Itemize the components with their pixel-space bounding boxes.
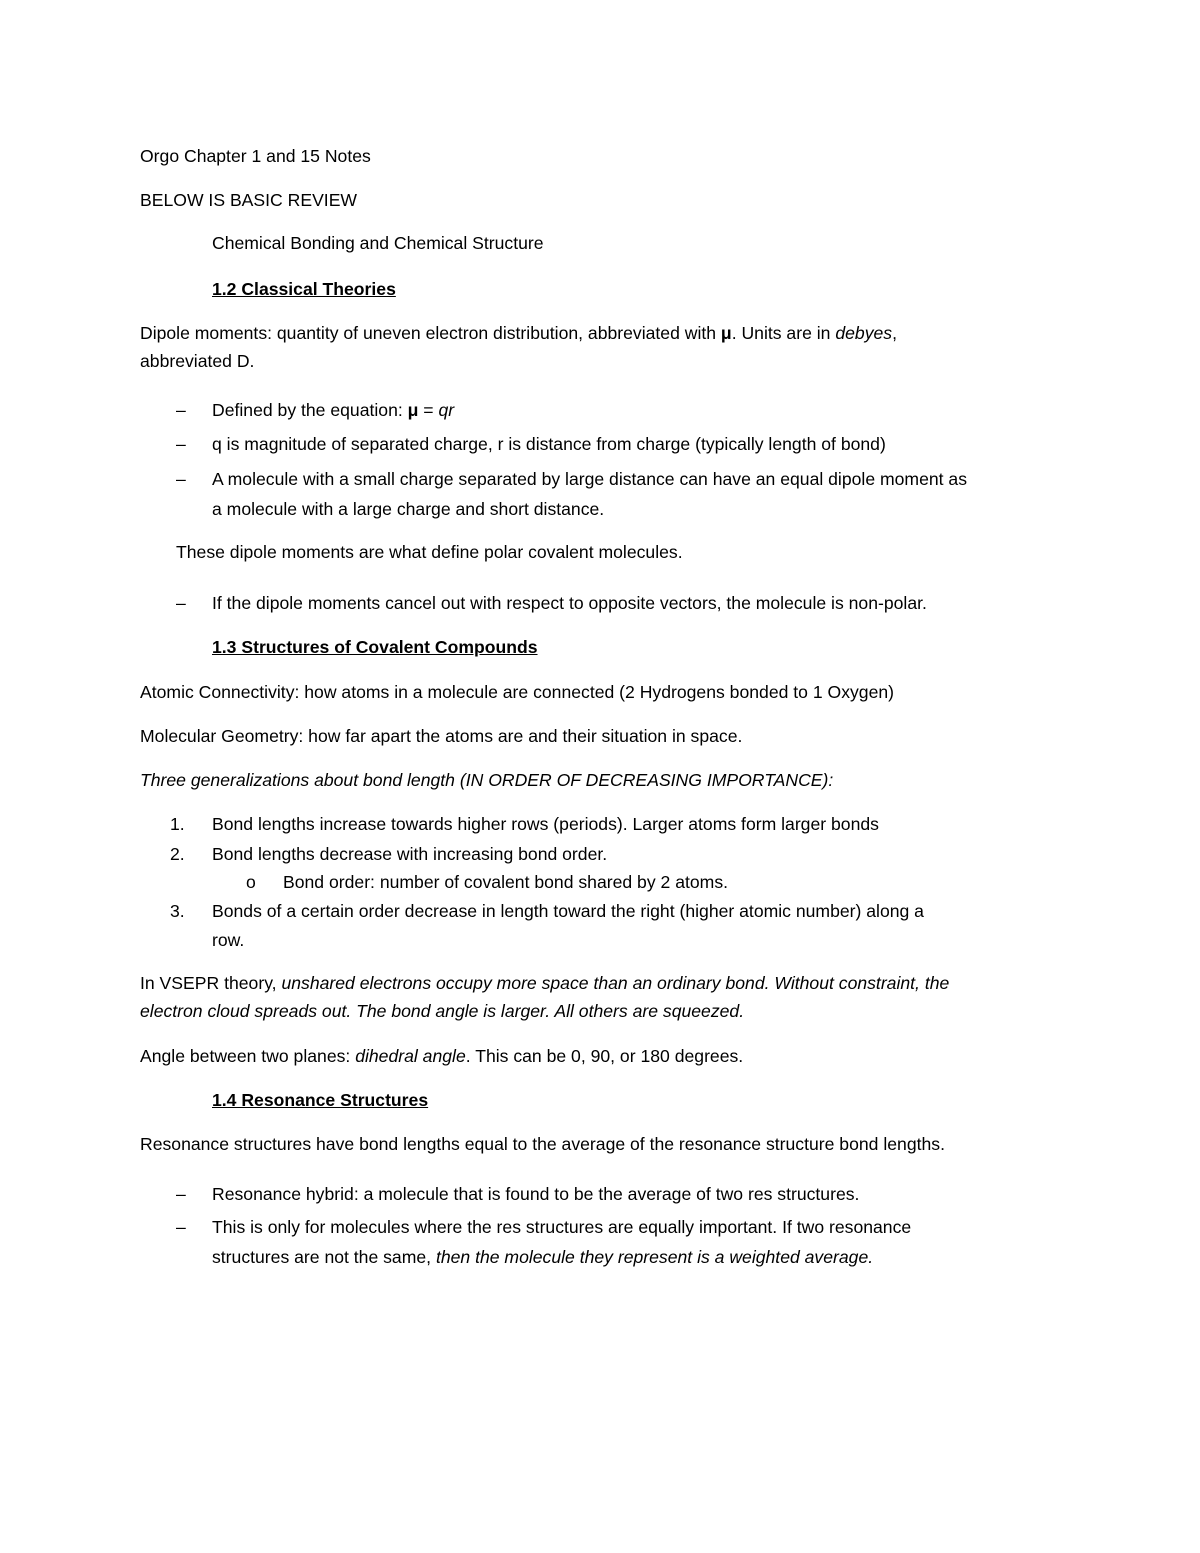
dipole-paragraph-line1: Dipole moments: quantity of uneven electron distribution, abbreviated with μ. Units are in debyes, [140,323,897,343]
vsepr-paragraph-line2: electron cloud spreads out. The bond angle is larger. All others are squeezed. [140,1001,745,1021]
dihedral-paragraph: Angle between two planes: dihedral angle. This can be 0, 90, or 180 degrees. [140,1046,744,1066]
dash-bullet: – [176,593,186,613]
circle-bullet: o [246,872,256,892]
document-page: Orgo Chapter 1 and 15 Notes BELOW IS BASIC REVIEW Chemical Bonding and Chemical Structure 1.2 Classical Theories Dipole moments: quantity of uneven electron distribution, abbreviated with μ. Units are in debyes, abbreviated D. – Defined by the equation: μ = qr – q is magnitude of separated charge, r is distance from charge (typically length of bond) – A molecule with a small charge separated by large distance can have an equal dipole moment as a molecule with a large charge and short distance. These dipole moments are what define polar covalent molecules. – If the dipole moments cancel out with respect to opposite vectors, the molecule is non-polar. 1.3 Structures of Covalent Compounds Atomic Connectivity: how atoms in a molecule are connected (2 Hydrogens bonded to 1 Oxygen) Molecular Geometry: how far apart the atoms are and their situation in space. Three generalizations about bond length (IN ORDER OF DECREASING IMPORTANCE): 1. Bond lengths increase towards higher rows (periods). Larger atoms form larger bonds 2. Bond lengths decrease with increasing bond order. o Bond order: number of covalent bond shared by 2 atoms. 3. Bonds of a certain order decrease in length toward the right (higher atomic number) along a row. In VSEPR theory, unshared electrons occupy more space than an ordinary bond. Without constraint, the electron cloud spreads out. The bond angle is larger. All others are squeezed. Angle between two planes: dihedral angle. This can be 0, 90, or 180 degrees. 1.4 Resonance Structures Resonance structures have bond lengths equal to the average of the resonance structure bond lengths. – Resonance hybrid: a molecule that is found to be the average of two res structures. – This is only for molecules where the res structures are equally important. If two resonance structures are not the same, then the molecule they represent is a weighted average. [140,146,968,1267]
vsepr-paragraph-line1: In VSEPR theory, unshared electrons occupy more space than an ordinary bond. Without constraint, the [140,973,950,993]
geometry-paragraph: Molecular Geometry: how far apart the atoms are and their situation in space. [140,726,743,746]
chapter-heading: Chemical Bonding and Chemical Structure [212,233,544,253]
dash-bullet: – [176,469,186,489]
document-title: Orgo Chapter 1 and 15 Notes [140,146,371,166]
dash-bullet: – [176,434,186,454]
dash-bullet: – [176,1184,186,1204]
dash-bullet: – [176,1217,186,1237]
bullet-continuation: a molecule with a large charge and short distance. [212,499,605,519]
dipole-paragraph-line2: abbreviated D. [140,351,255,371]
item-number: 3. [170,901,185,921]
connectivity-paragraph: Atomic Connectivity: how atoms in a molecule are connected (2 Hydrogens bonded to 1 Oxygen) [140,682,894,702]
section-heading-1-2: 1.2 Classical Theories [212,279,396,299]
review-label: BELOW IS BASIC REVIEW [140,190,358,210]
section-heading-1-4: 1.4 Resonance Structures [212,1090,429,1110]
bullet-continuation: structures are not the same, then the molecule they represent is a weighted average. [212,1247,874,1267]
dash-bullet: – [176,400,186,420]
polar-paragraph: These dipole moments are what define polar covalent molecules. [176,542,683,562]
item-number: 1. [170,814,185,834]
section-heading-1-3: 1.3 Structures of Covalent Compounds [212,637,538,657]
resonance-paragraph: Resonance structures have bond lengths equal to the average of the resonance structure bond lengths. [140,1134,945,1154]
item-number: 2. [170,844,185,864]
generalizations-heading: Three generalizations about bond length (IN ORDER OF DECREASING IMPORTANCE): [140,770,834,790]
numbered-item-continuation: row. [212,930,245,950]
